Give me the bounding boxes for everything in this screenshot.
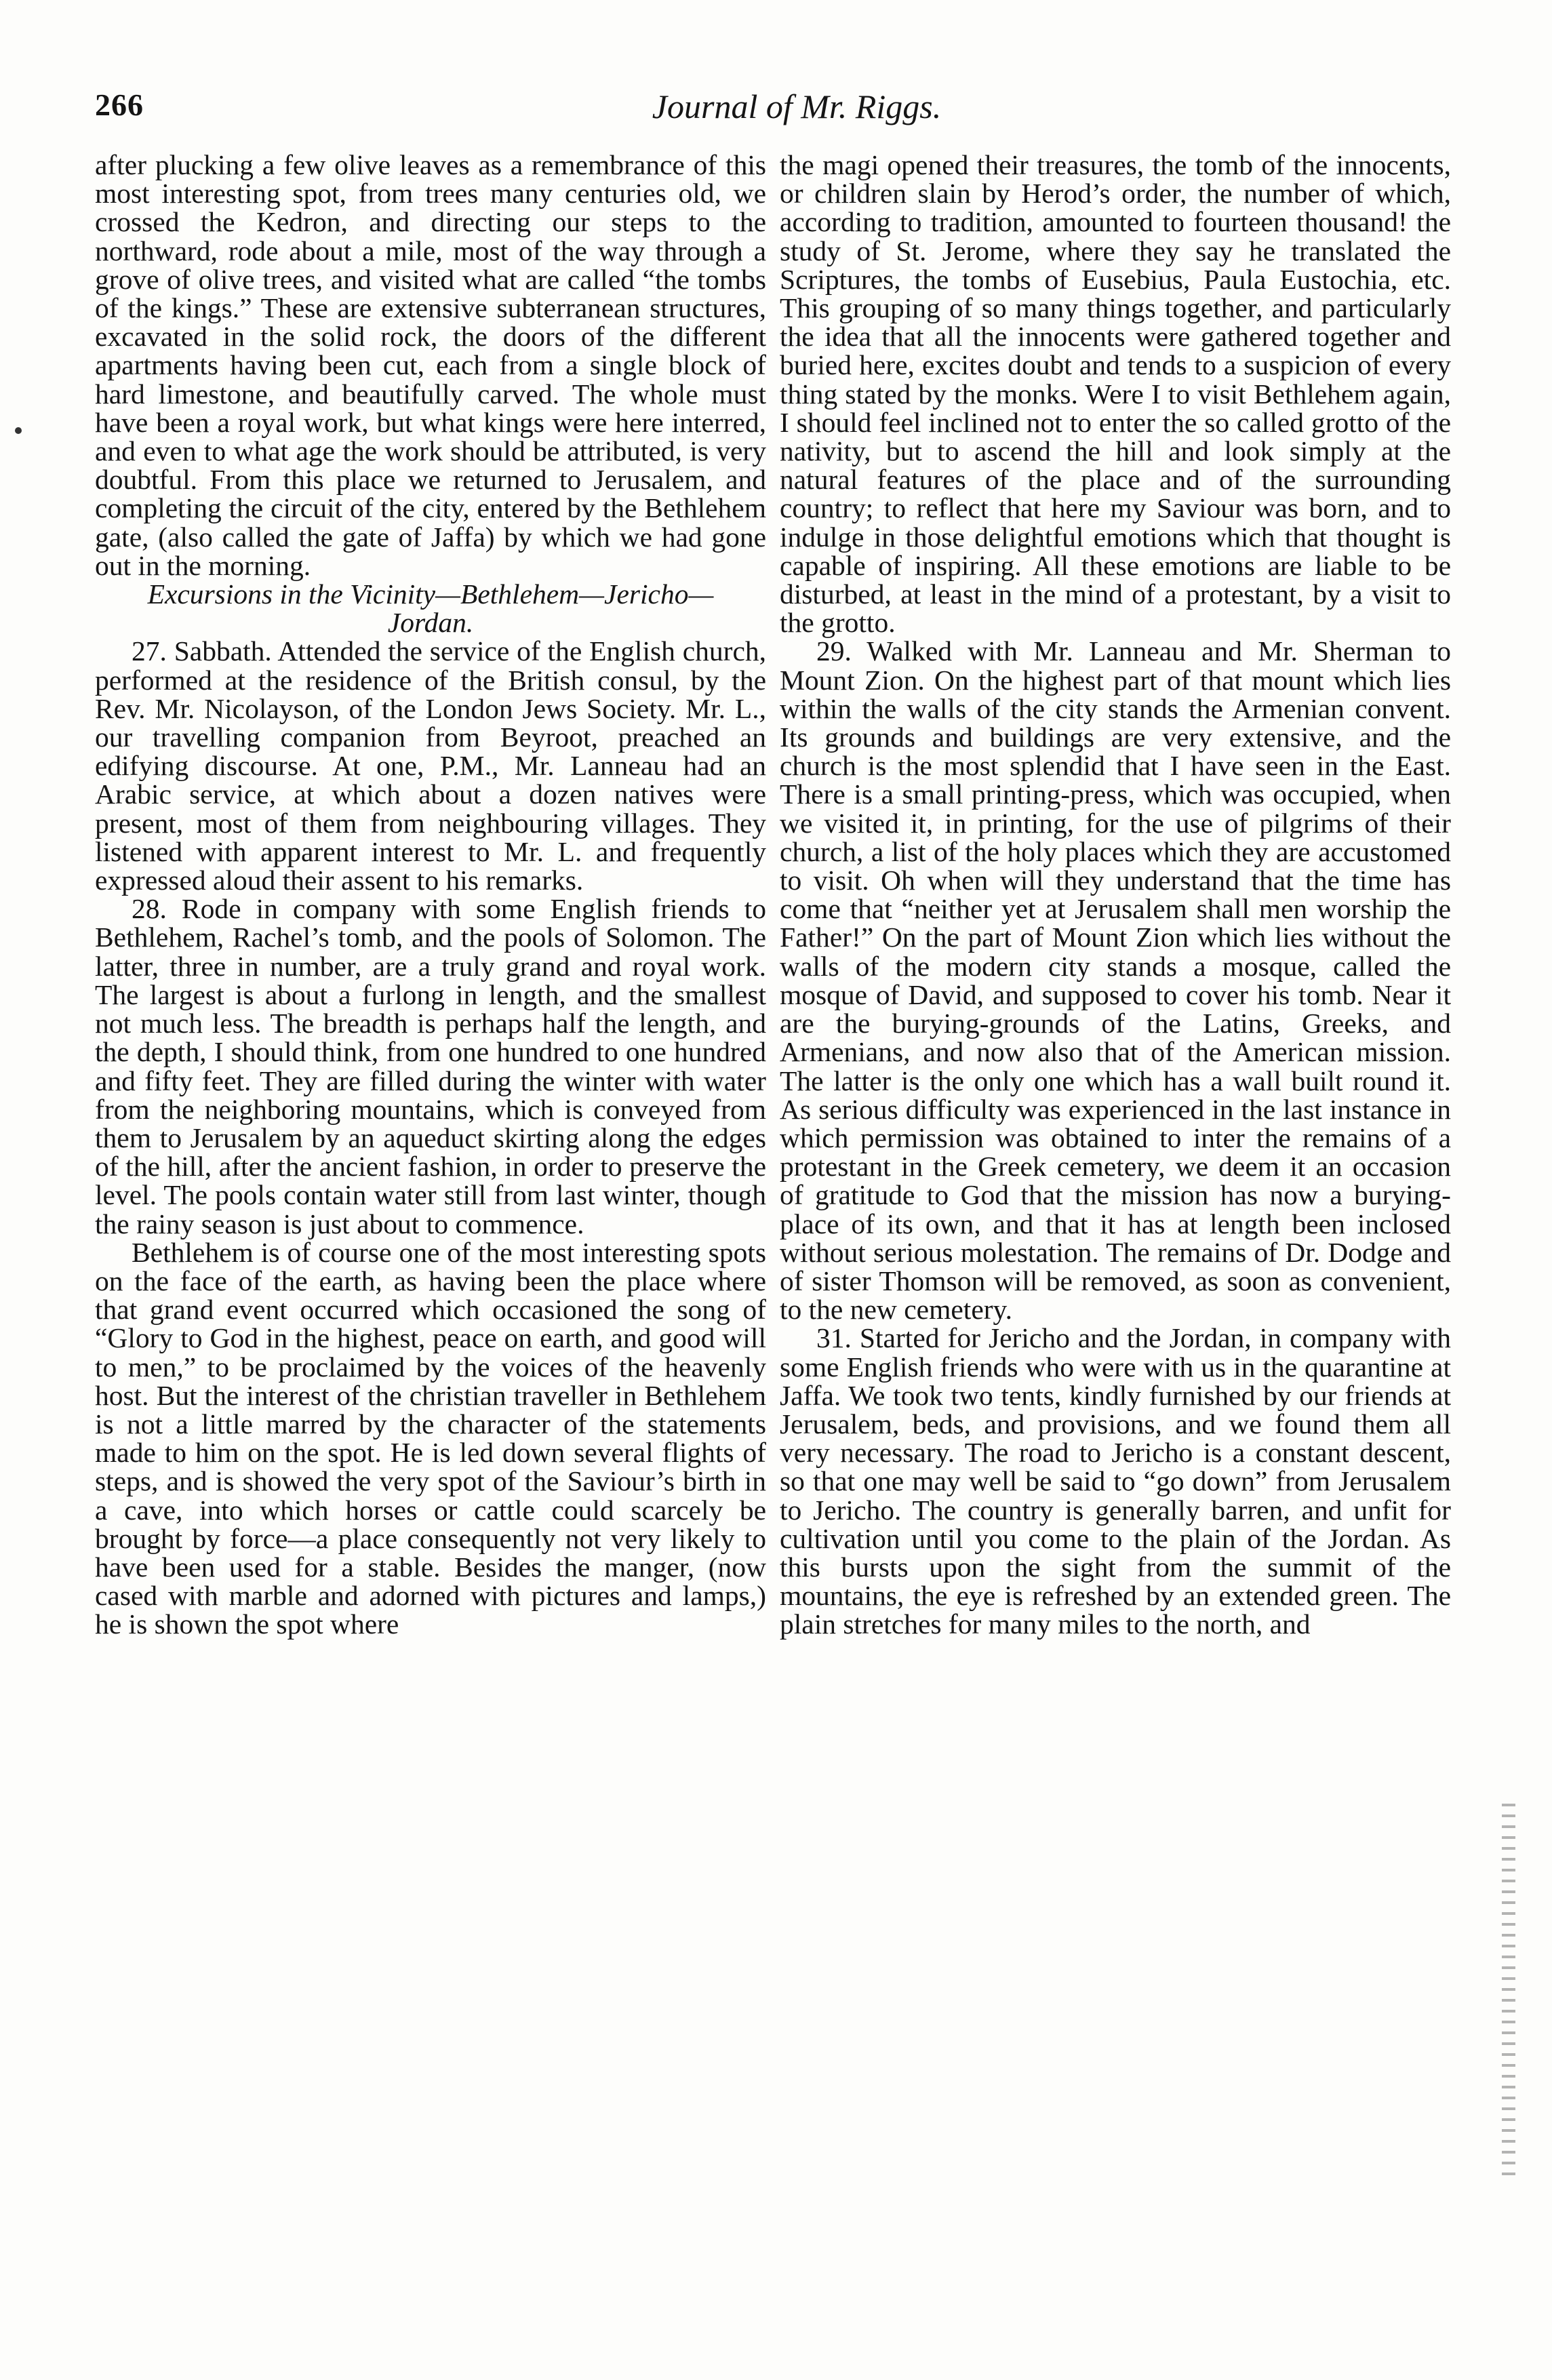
paragraph-bethlehem: Bethlehem is of course one of the most interesting spots on the face of the earth, as having been the place where that grand event occurred which occasioned the song of “Glory to God in the highest, peace on earth, and good will to men,” to be proclaimed by the voices of the heavenly host. But the interest of the christian traveller in Bethlehem is not a little marred by the character of the statements made to him on the spot. He is led down several flights of steps, and is showed the very spot of the Saviour’s birth in a cave, into which horses or cattle could scarcely be brought by force—a place consequently not very likely to have been used for a stable. Besides the manger, (now cased with marble and adorned with pictures and lamps,) he is shown the spot where [95,1236,766,1640]
paragraph-tombs-of-kings: after plucking a few olive leaves as a remembrance of this most interesting spot, from trees many centuries old, we crossed the Kedron, and directing our steps to the northward, rode about a mile, most of the way through a grove of olive trees, and visited what are called “the tombs of the kings.” These are extensive subterranean structures, excavated in the solid rock, the doors of the different apartments having been cut, each from a single block of hard limestone, and beautifully carved. The whole must have been a royal work, but what kings were here interred, and even to what age the work should be attributed, is very doubtful. From this place we returned to Jerusalem, and completing the circuit of the city, entered by the Bethlehem gate, (also called the gate of Jaffa) by which we had gone out in the morning. [95,149,766,581]
running-head: Journal of Mr. Riggs. [652,87,942,125]
paragraph-magi: the magi opened their treasures, the tomb of the innocents, or children slain by Herod’s order, the number of which, according to tradition, amounted to fourteen thousand! the study of St. Jerome, where they say he translated the Scriptures, the tombs of Eusebius, Paula Eustochia, etc. This grouping of so many things together, and particularly the idea that all the innocents were gathered together and buried here, excites doubt and tends to a suspicion of every thing stated by the monks. Were I to visit Bethlehem again, I should feel inclined not to enter the so called grotto of the nativity, but to ascend the hill and look simply at the natural features of the place and of the surrounding country; to reflect that here my Saviour was born, and to indulge in those delightful emotions which that thought is capable of inspiring. All these emotions are liable to be disturbed, at least in the mind of a protestant, by a visit to the grotto. [780,149,1451,639]
paragraph-mount-zion: 29. Walked with Mr. Lanneau and Mr. Sherman to Mount Zion. On the highest part of that mount which lies within the walls of the city stands the Armenian convent. Its grounds and buildings are very extensive, and the church is the most splendid that I have seen in the East. There is a small printing-press, which was occupied, when we visited it, in printing, for the use of pilgrims of their church, a list of the holy places which they are accustomed to visit. Oh when will they understand that the time has come that “neither yet at Jerusalem shall men worship the Father!” On the part of Mount Zion which lies without the walls of the modern city stands a mosque, called the mosque of David, and supposed to cover his tomb. Near it are the burying-grounds of the Latins, Greeks, and Armenians, and now also that of the American mission. The latter is the only one which has a wall built round it. As serious difficulty was experienced in the last instance in which permission was obtained to inter the remains of a protestant in the Greek cemetery, we deem it an occasion of gratitude to God that the mission has now a burying-place of its own, and that it has at length been inclosed without serious molestation. The remains of Dr. Dodge and of sister Thomson will be removed, as soon as convenient, to the new cemetery. [780,635,1451,1326]
page-number: 266 [95,87,144,122]
paragraph-jericho: 31. Started for Jericho and the Jordan, in company with some English friends who were with us in the quarantine at Jaffa. We took two tents, kindly furnished by our friends at Jerusalem, beds, and provisions, and we found them all very necessary. The road to Jericho is a constant descent, so that one may well be said to “go down” from Jerusalem to Jericho. The country is generally barren, and unfit for cultivation until you come to the plain of the Jordan. As this bursts upon the sight from the summit of the mountains, the eye is refreshed by an extended green. The plain stretches for many miles to the north, and [780,1322,1451,1640]
paragraph-bethlehem-pools: 28. Rode in company with some English friends to Bethlehem, Rachel’s tomb, and the pools of Solomon. The latter, three in number, are a truly grand and royal work. The largest is about a furlong in length, and the smallest not much less. The breadth is perhaps half the length, and the depth, I should think, from one hundred to one hundred and fifty feet. They are filled during the winter with water from the neighboring mountains, which is conveyed from them to Jerusalem by an aqueduct skirting along the edges of the hill, after the ancient fashion, in order to preserve the level. The pools contain water still from last winter, though the rainy season is just about to commence. [95,893,766,1239]
gutter-marks [1502,1804,1515,2183]
left-column [95,151,766,1639]
page-header [95,87,1498,148]
right-column [780,151,1451,1639]
paragraph-sabbath: 27. Sabbath. Attended the service of the English church, performed at the residence of the British consul, by the Rev. Mr. Nicolayson, of the London Jews Society. Mr. L., our travelling companion from Beyroot, preached an edifying discourse. At one, P.M., Mr. Lanneau had an Arabic service, at which about a dozen natives were present, most of them from neighbouring villages. They listened with apparent interest to Mr. L. and frequently expressed aloud their assent to his remarks. [95,635,766,896]
margin-mark [15,427,22,434]
section-heading: Excursions in the Vicinity—Bethlehem—Jericho—Jordan. [147,578,714,639]
